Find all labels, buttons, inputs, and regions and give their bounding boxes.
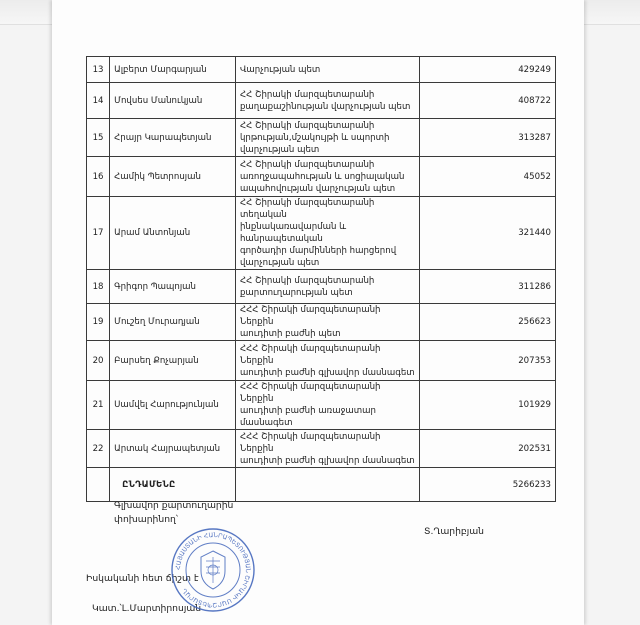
position-line: աուդիտի բաժնի գլխավոր մասնագետ bbox=[239, 367, 415, 378]
row-number: 14 bbox=[87, 83, 110, 119]
position-line: ինքնակառավարման և հանրապետական bbox=[239, 222, 347, 244]
employee-position bbox=[235, 304, 419, 341]
employee-name: Արամ Անտոնյան bbox=[110, 197, 236, 270]
table-row bbox=[87, 341, 556, 381]
employee-name: Ալբերտ Մարգարյան bbox=[110, 57, 236, 83]
employee-name: Մովսես Մանուկյան bbox=[110, 83, 236, 119]
employee-position bbox=[235, 157, 419, 197]
coat-of-arms-icon bbox=[201, 551, 225, 589]
table-row bbox=[87, 157, 556, 197]
official-stamp bbox=[170, 527, 256, 613]
employee-name: Բարսեղ Քոչարյան bbox=[110, 341, 236, 381]
row-number: 13 bbox=[87, 57, 110, 83]
total-value: 5266233 bbox=[420, 468, 556, 502]
total-label: ԸՆԴԱՄԵՆԸ bbox=[110, 468, 236, 502]
authentic-copy-note: Իսկականի հետ ճիշտ է bbox=[86, 573, 199, 584]
role-label-line2: փոխարինող՝ bbox=[114, 514, 179, 525]
salary-value: 408722 bbox=[420, 83, 556, 119]
position-line: ՀՀՀ Շիրակի մարզպետարանի Ներքին bbox=[239, 382, 381, 404]
position-line: ապահովության վարչության պետ bbox=[239, 183, 396, 194]
employee-position bbox=[235, 83, 419, 119]
position-line: քաղաքաշինության վարչության պետ bbox=[239, 101, 411, 112]
salary-value: 429249 bbox=[420, 57, 556, 83]
employee-position bbox=[235, 381, 419, 430]
position-line: քարտուղարության պետ bbox=[239, 287, 353, 298]
salary-value: 207353 bbox=[420, 341, 556, 381]
position-line: Վարչության պետ bbox=[239, 64, 321, 75]
employee-name: Համիկ Պետրոսյան bbox=[110, 157, 236, 197]
table-row bbox=[87, 381, 556, 430]
executor-name: Կատ.՝Լ.Մարտիրոսյան bbox=[92, 603, 202, 614]
total-empty-cell bbox=[87, 468, 110, 502]
salary-value: 202531 bbox=[420, 430, 556, 468]
position-line: կրթության,մշակույթի և սպորտի bbox=[239, 132, 390, 143]
employee-position bbox=[235, 197, 419, 270]
salary-value: 313287 bbox=[420, 119, 556, 157]
position-line: գործադիր մարմինների հարցերով bbox=[239, 246, 397, 256]
table-row bbox=[87, 430, 556, 468]
position-line: ՀՀՀ Շիրակի մարզպետարանի Ներքին bbox=[239, 431, 381, 454]
employee-name: Արտակ Հայրապետյան bbox=[110, 430, 236, 468]
position-line: ՀՀՀ Շիրակի մարզպետարանի Ներքին bbox=[239, 305, 381, 327]
employee-position bbox=[235, 270, 419, 304]
employee-name: Հրայր Կարապետյան bbox=[110, 119, 236, 157]
row-number: 22 bbox=[87, 430, 110, 468]
position-line: ՀՀ Շիրակի մարզպետարանի bbox=[239, 89, 375, 100]
salary-value: 311286 bbox=[420, 270, 556, 304]
employee-name: Սամվել Հարությունյան bbox=[110, 381, 236, 430]
position-line: ՀՀ Շիրակի մարզպետարանի bbox=[239, 159, 375, 170]
row-number: 17 bbox=[87, 197, 110, 270]
salary-value: 45052 bbox=[420, 157, 556, 197]
row-number: 18 bbox=[87, 270, 110, 304]
employee-position bbox=[235, 119, 419, 157]
position-line: ՀՀՀ Շիրակի մարզպետարանի Ներքին bbox=[239, 343, 381, 366]
position-line: աուդիտի բաժնի առաջատար մասնագետ bbox=[239, 406, 376, 428]
position-line: վարչության պետ bbox=[239, 258, 320, 268]
salary-table bbox=[86, 56, 556, 502]
position-line: աուդիտի բաժնի պետ bbox=[239, 329, 341, 339]
row-number: 19 bbox=[87, 304, 110, 341]
role-label-line1: Գլխավոր քարտուղարին bbox=[114, 500, 234, 511]
signer-name: Տ.Ղարիբյան bbox=[424, 526, 485, 537]
row-number: 20 bbox=[87, 341, 110, 381]
salary-value: 321440 bbox=[420, 197, 556, 270]
total-row bbox=[87, 468, 556, 502]
total-empty-cell bbox=[235, 468, 419, 502]
row-number: 15 bbox=[87, 119, 110, 157]
salary-value: 101929 bbox=[420, 381, 556, 430]
table-row bbox=[87, 270, 556, 304]
employee-position bbox=[235, 430, 419, 468]
employee-name: Մուշեղ Մուրադյան bbox=[110, 304, 236, 341]
position-line: վարչության պետ bbox=[239, 144, 320, 155]
position-line: ՀՀ Շիրակի մարզպետարանի տեղական bbox=[239, 198, 375, 220]
table-row bbox=[87, 119, 556, 157]
position-line: առողջապահության և սոցիալական bbox=[239, 171, 405, 182]
row-number: 16 bbox=[87, 157, 110, 197]
table-row bbox=[87, 197, 556, 270]
table-row bbox=[87, 83, 556, 119]
table-row bbox=[87, 304, 556, 341]
position-line: աուդիտի բաժնի գլխավոր մասնագետ bbox=[239, 455, 415, 466]
stamp-text: ՀԱՅԱՍՏԱՆԻ ՀԱՆՐԱՊԵՏՈՒԹՅԱՆ ՇԻՐԱԿԻ ՄԱՐԶՊԵՏԱՐԱՆ bbox=[174, 531, 252, 609]
position-line: ՀՀ Շիրակի մարզպետարանի bbox=[239, 120, 375, 131]
row-number: 21 bbox=[87, 381, 110, 430]
employee-position bbox=[235, 341, 419, 381]
employee-position bbox=[235, 57, 419, 83]
employee-name: Գրիգոր Պապոյան bbox=[110, 270, 236, 304]
table-row bbox=[87, 57, 556, 83]
position-line: ՀՀ Շիրակի մարզպետարանի bbox=[239, 275, 375, 286]
salary-value: 256623 bbox=[420, 304, 556, 341]
